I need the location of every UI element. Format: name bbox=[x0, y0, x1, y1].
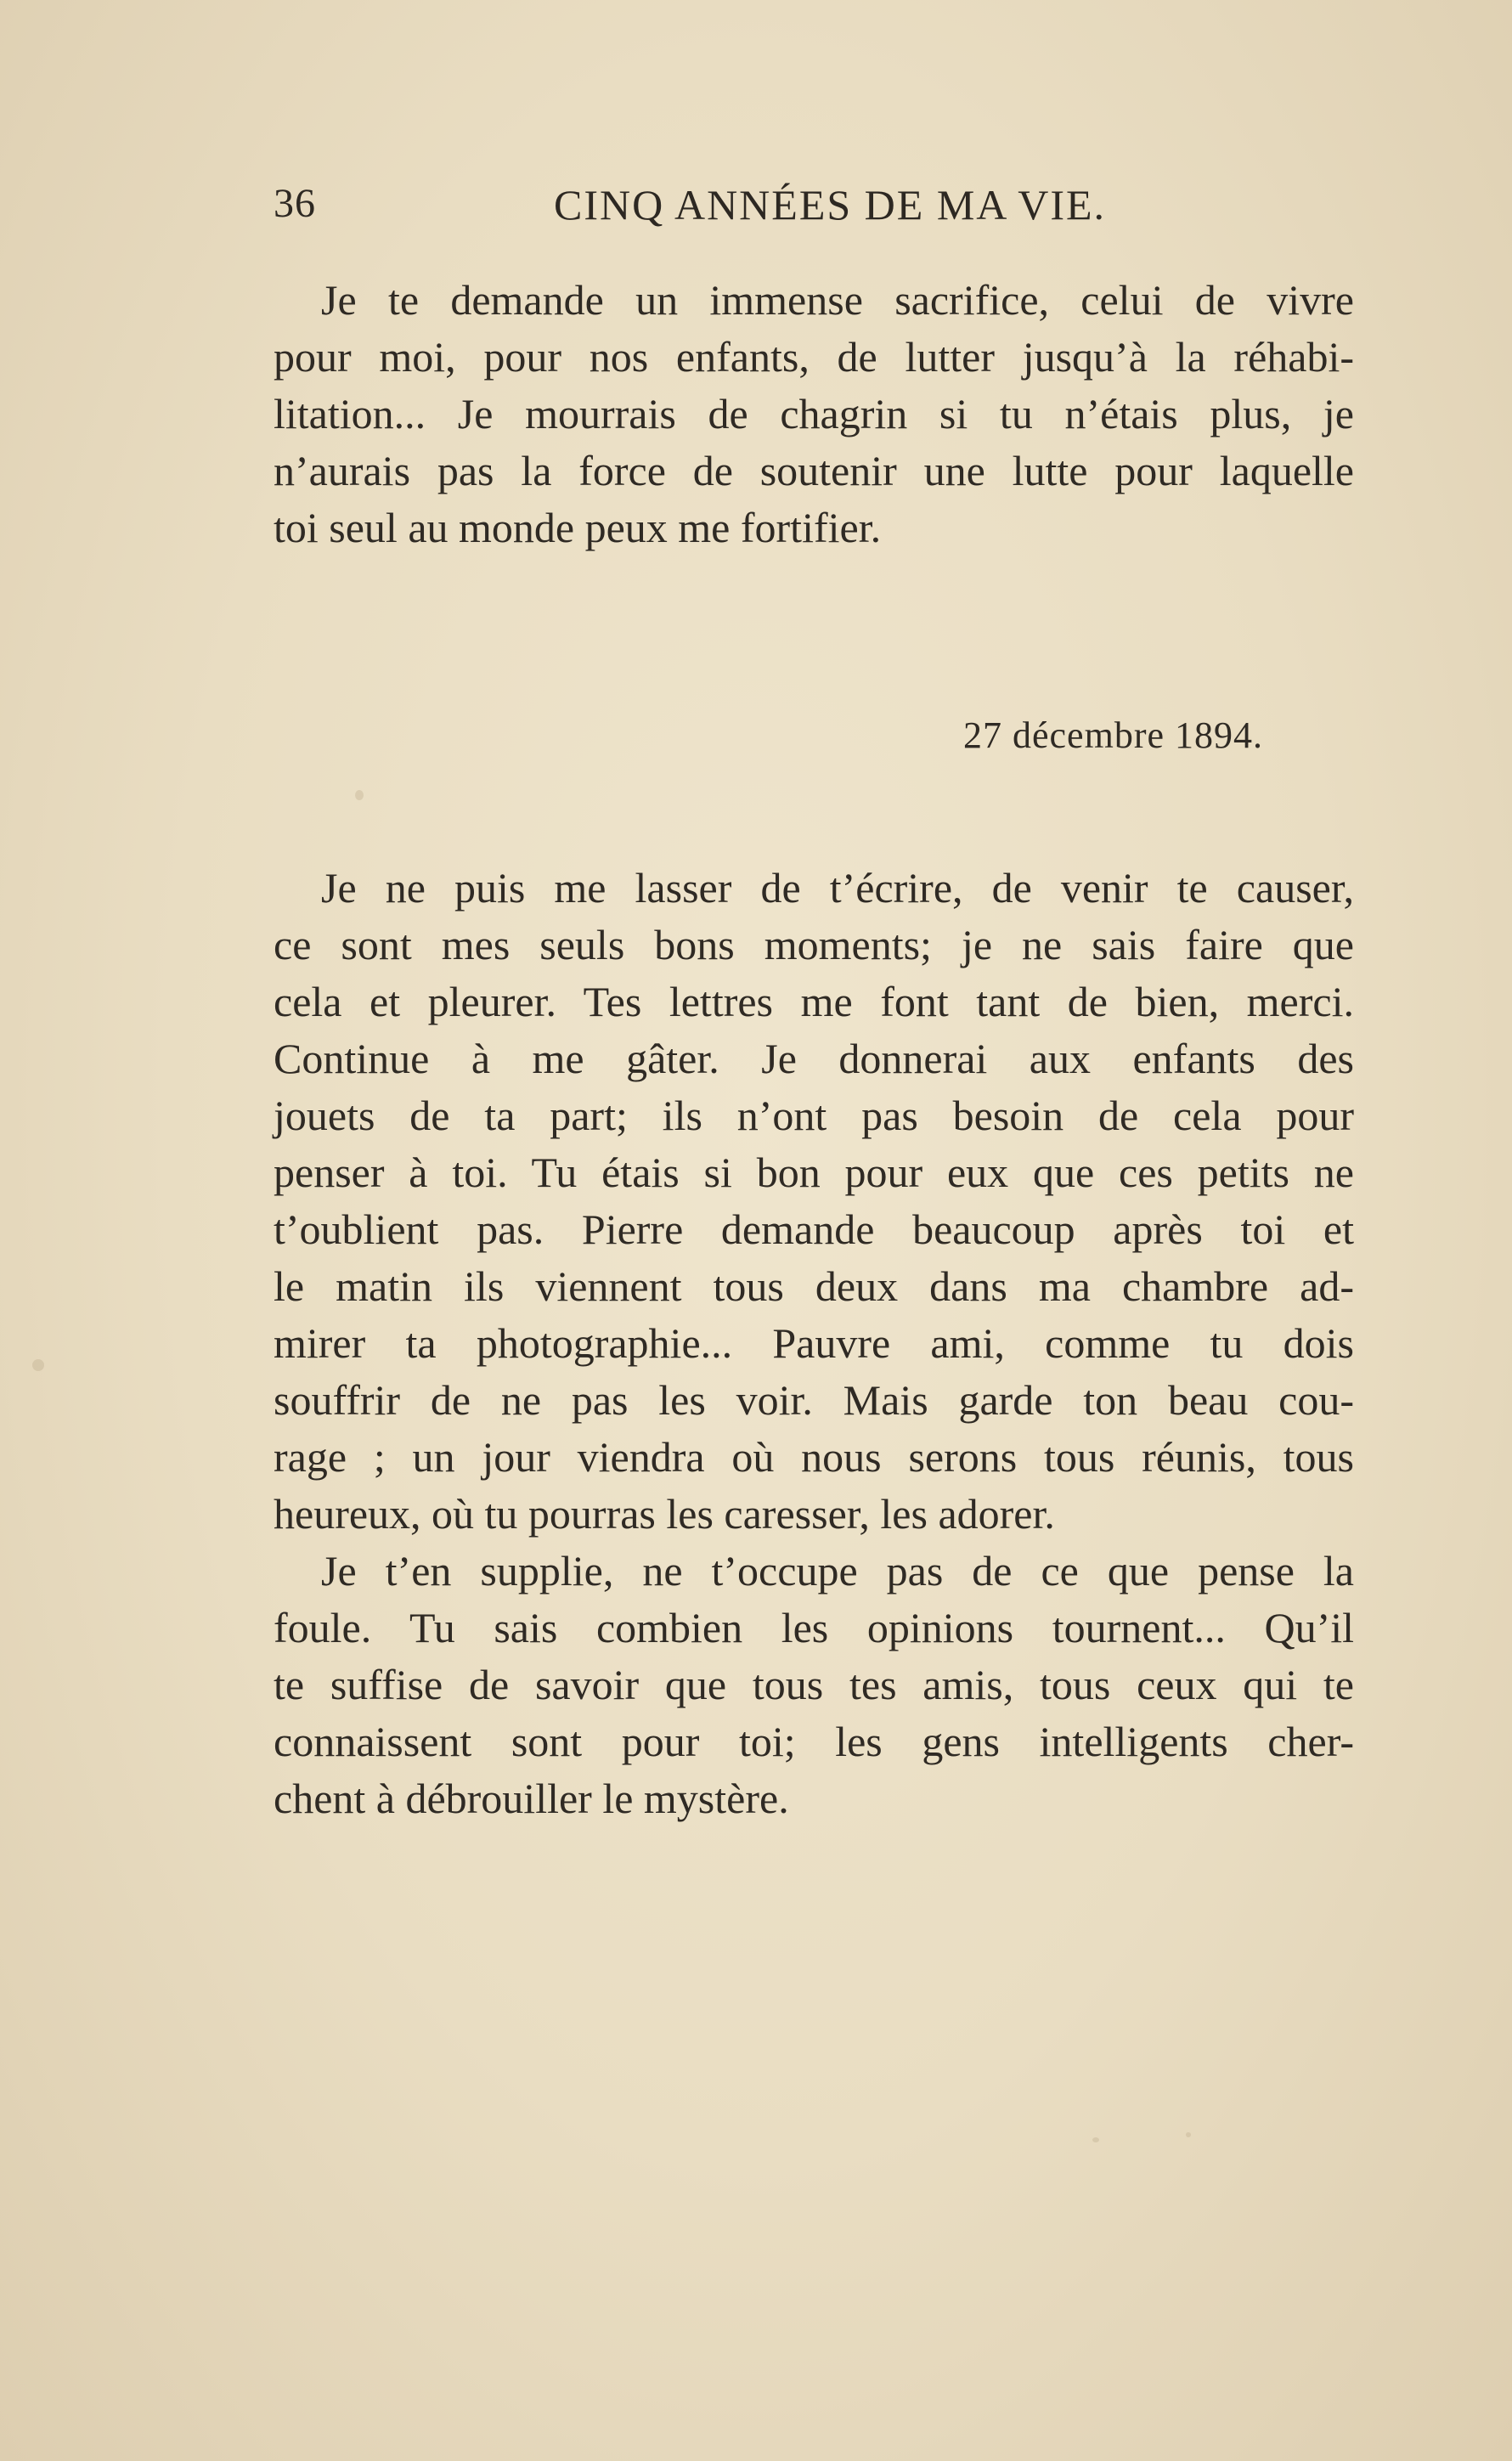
page-header bbox=[274, 180, 1354, 240]
paragraph-2 bbox=[274, 860, 1354, 1543]
text-line: Je ne puis me lasser de t’écrire, de venir te causer, bbox=[321, 864, 1354, 912]
text-line: rage ; un jour viendra où nous serons tous réunis, tous bbox=[274, 1433, 1354, 1481]
paper-speck bbox=[1186, 2132, 1191, 2137]
text-line: Je t’en supplie, ne t’occupe pas de ce que pense la bbox=[321, 1547, 1354, 1595]
text-line: heureux, où tu pourras les caresser, les adorer. bbox=[274, 1490, 1055, 1538]
text-line: foule. Tu sais combien les opinions tournent... Qu’il bbox=[274, 1604, 1354, 1651]
text-line: te suffise de savoir que tous tes amis, tous ceux qui te bbox=[274, 1661, 1354, 1708]
paper-speck bbox=[1092, 2137, 1099, 2142]
text-line: Je te demande un immense sacrifice, celui de vivre bbox=[321, 276, 1354, 324]
paper-speck bbox=[355, 790, 364, 800]
page-number: 36 bbox=[274, 181, 316, 226]
text-line: toi seul au monde peux me fortifier. bbox=[274, 504, 882, 551]
text-line: t’oublient pas. Pierre demande beaucoup après toi et bbox=[274, 1205, 1354, 1253]
running-title: CINQ ANNÉES DE MA VIE. bbox=[554, 181, 1107, 229]
text-line: souffrir de ne pas les voir. Mais garde ton beau cou- bbox=[274, 1376, 1354, 1424]
text-line: n’aurais pas la force de soutenir une lutte pour laquelle bbox=[274, 447, 1354, 494]
text-line: pour moi, pour nos enfants, de lutter jusqu’à la réhabi- bbox=[274, 333, 1354, 381]
text-line: cela et pleurer. Tes lettres me font tant de bien, merci. bbox=[274, 978, 1354, 1025]
paragraph-1 bbox=[274, 272, 1354, 556]
text-line: Continue à me gâter. Je donnerai aux enfants des bbox=[274, 1035, 1354, 1082]
text-line: jouets de ta part; ils n’ont pas besoin de cela pour bbox=[274, 1092, 1354, 1139]
text-line: penser à toi. Tu étais si bon pour eux que ces petits ne bbox=[274, 1149, 1354, 1196]
text-line: ce sont mes seuls bons moments; je ne sais faire que bbox=[274, 921, 1354, 968]
text-line: le matin ils viennent tous deux dans ma chambre ad- bbox=[274, 1262, 1354, 1310]
text-line: chent à débrouiller le mystère. bbox=[274, 1775, 789, 1822]
text-line: litation... Je mourrais de chagrin si tu n’étais plus, je bbox=[274, 390, 1354, 437]
paragraph-3 bbox=[274, 1543, 1354, 1827]
paper-speck bbox=[32, 1359, 44, 1371]
letter-date: 27 décembre 1894. bbox=[963, 714, 1263, 756]
text-line: mirer ta photographie... Pauvre ami, comme tu dois bbox=[274, 1319, 1354, 1367]
text-line: connaissent sont pour toi; les gens intelligents cher- bbox=[274, 1718, 1354, 1765]
